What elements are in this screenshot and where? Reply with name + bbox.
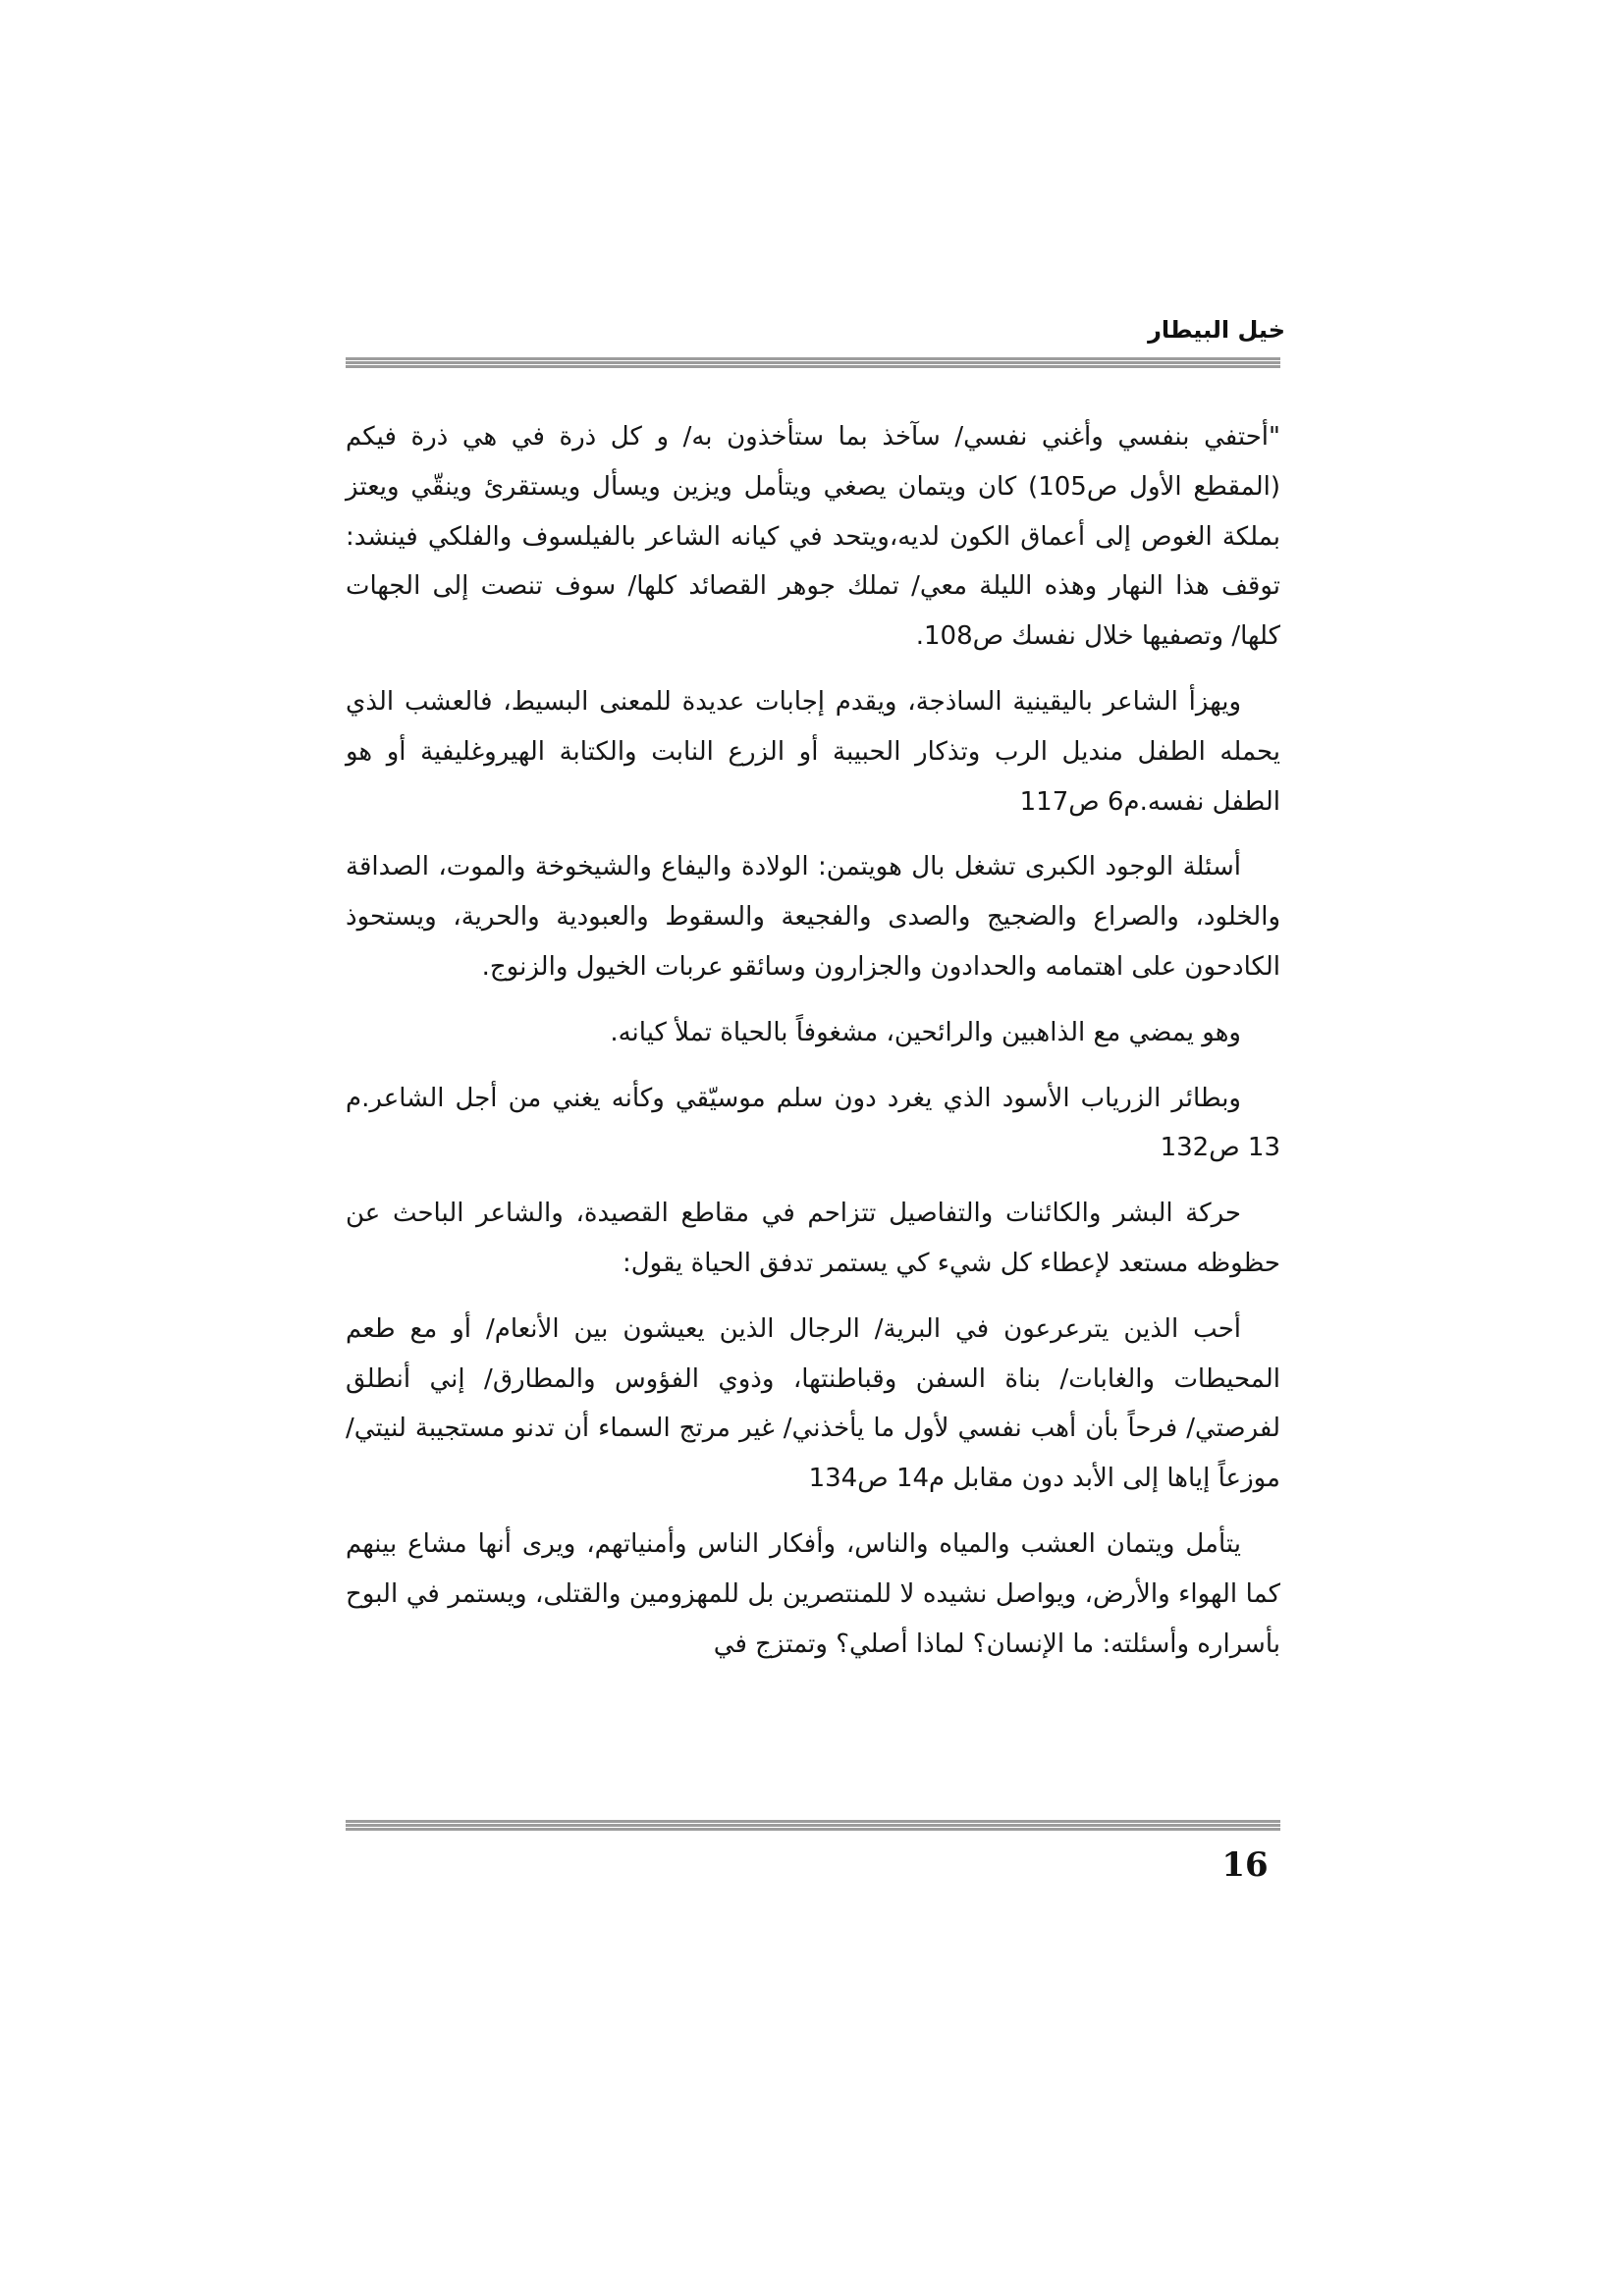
- paragraph: يتأمل ويتمان العشب والمياه والناس، وأفكار الناس وأمنياتهم، ويرى أنها مشاع بينهم كما الهواء والأرض، ويواصل نشيده لا للمنتصرين بل للمهزومين والقتلى، ويستمر في البوح بأسراره وأسئلته: ما الإنسان؟ لماذا أصلي؟ وتمتزج في: [346, 1528, 1280, 1659]
- running-header-title: خيل البيطار: [1148, 316, 1285, 344]
- paragraph: أحب الذين يترعرعون في البرية/ الرجال الذين يعيشون بين الأنعام/ أو مع طعم المحيطات والغابات/ بناة السفن وقباطنتها، وذوي الفؤوس والمطارق/ إني أنطلق لفرصتي/ فرحاً بأن أهب نفسي لأول ما يأخذني/ غير مرتج السماء أن تدنو مستجيبة لنيتي/ موزعاً إياها إلى الأبد دون مقابل م14 ص134: [346, 1313, 1280, 1494]
- paragraph: وبطائر الزرياب الأسود الذي يغرد دون سلم موسيّقي وكأنه يغني من أجل الشاعر.م 13 ص132: [346, 1083, 1280, 1163]
- page-number: 16: [1221, 1845, 1269, 1885]
- body-text: [346, 412, 1280, 1684]
- header-divider: [346, 357, 1280, 368]
- footer-divider: [346, 1820, 1280, 1831]
- paragraph: وهو يمضي مع الذاهبين والرائحين، مشغوفاً بالحياة تملأ كيانه.: [610, 1017, 1241, 1047]
- paragraph: "أحتفي بنفسي وأغني نفسي/ سآخذ بما ستأخذون به/ و كل ذرة في هي ذرة فيكم (المقطع الأول ص105) كان ويتمان يصغي ويتأمل ويزين ويسأل ويستقرئ وينقّي ويعتز بملكة الغوص إلى أعماق الكون لديه،ويتحد في كيانه الشاعر بالفيلسوف والفلكي فينشد: توقف هذا النهار وهذه الليلة معي/ تملك جوهر القصائد كلها/ سوف تنصت إلى الجهات كلها/ وتصفيها خلال نفسك ص108.: [346, 422, 1280, 652]
- paragraph: حركة البشر والكائنات والتفاصيل تتزاحم في مقاطع القصيدة، والشاعر الباحث عن حظوظه مستعد لإعطاء كل شيء كي يستمر تدفق الحياة يقول:: [346, 1199, 1280, 1278]
- paragraph: ويهزأ الشاعر باليقينية الساذجة، ويقدم إجابات عديدة للمعنى البسيط، فالعشب الذي يحمله الطفل منديل الرب وتذكار الحبيبة أو الزرع النابت والكتابة الهيروغليفية أو هو الطفل نفسه.م6 ص117: [346, 686, 1280, 817]
- paragraph: أسئلة الوجود الكبرى تشغل بال هويتمن: الولادة واليفاع والشيخوخة والموت، الصداقة والخلود، والصراع والضجيج والصدى والفجيعة والسقوط والعبودية والحرية، ويستحوذ الكادحون على اهتمامه والحدادون والجزارون وسائقو عربات الخيول والزنوج.: [346, 852, 1280, 982]
